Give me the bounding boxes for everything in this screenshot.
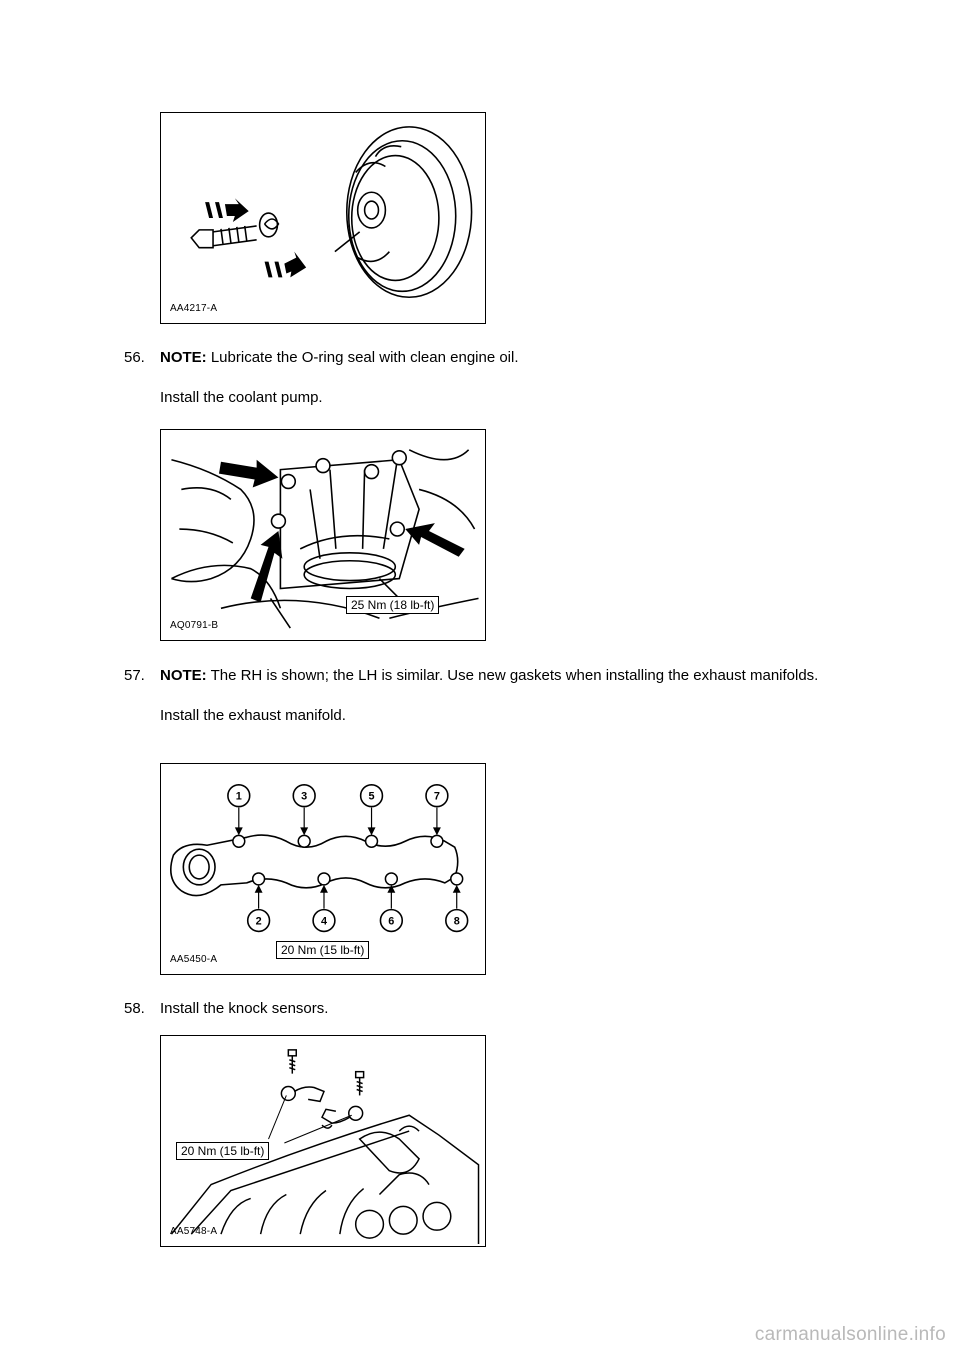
step-note (160, 666, 820, 686)
torque-spec: 20 Nm (15 lb-ft) (176, 1142, 269, 1160)
callout-8: 8 (453, 915, 460, 928)
callout-3: 3 (301, 790, 308, 803)
torque-spec: 25 Nm (18 lb-ft) (346, 596, 439, 614)
figure-crankshaft-damper (160, 112, 486, 324)
note-text: Lubricate the O-ring seal with clean engine oil. (206, 349, 519, 366)
callout-5: 5 (368, 790, 375, 803)
callout-1: 1 (235, 790, 242, 803)
watermark: carmanualsonline.info (754, 1324, 946, 1345)
step-number: 57. (124, 667, 145, 684)
figure-id: AA4217-A (170, 303, 218, 314)
note-label: NOTE: (160, 667, 207, 684)
torque-spec: 20 Nm (15 lb-ft) (276, 941, 369, 959)
callout-6: 6 (388, 915, 395, 928)
step-instruction: Install the exhaust manifold. (160, 707, 346, 724)
step-body (160, 348, 820, 408)
knock-sensors-illustration (161, 1036, 485, 1246)
callout-7: 7 (433, 790, 440, 803)
step-note (160, 348, 820, 368)
callout-2: 2 (255, 915, 262, 928)
figure-id: AA5450-A (170, 954, 218, 965)
figure-id: AQ0791-B (170, 620, 219, 631)
step-instruction: Install the coolant pump. (160, 389, 323, 406)
figure-coolant-pump (160, 429, 486, 641)
note-label: NOTE: (160, 349, 207, 366)
step-number: 58. (124, 1000, 145, 1017)
callout-4: 4 (320, 915, 328, 928)
step-instruction: Install the knock sensors. (160, 1000, 329, 1017)
figure-exhaust-manifold (160, 763, 486, 975)
step-number: 56. (124, 349, 145, 366)
damper-illustration (161, 113, 485, 323)
step-body (160, 666, 820, 726)
figure-id: AA5748-A (170, 1226, 218, 1237)
figure-knock-sensors (160, 1035, 486, 1247)
note-text: The RH is shown; the LH is similar. Use new gaskets when installing the exhaust manifolds. (206, 667, 819, 684)
step-body (160, 999, 820, 1019)
